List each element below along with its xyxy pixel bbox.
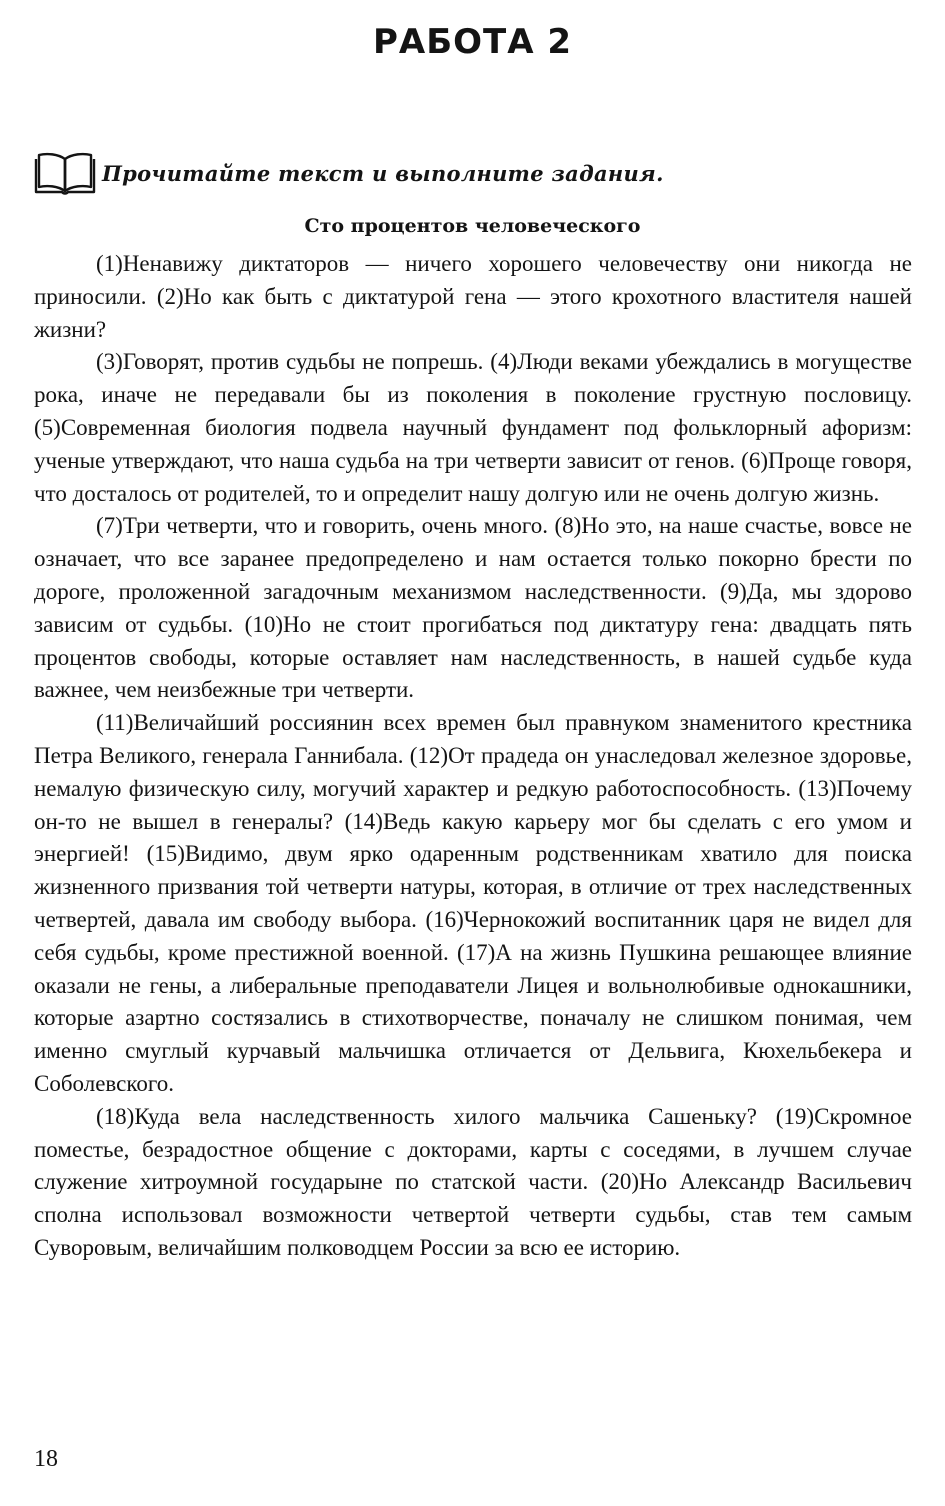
work-title: РАБОТА 2: [372, 22, 573, 62]
paragraph: (7)Три четверти, что и говорить, очень много. (8)Но это, на наше счастье, вовсе не означает, что все заранее предопределено и нам остается только покорно брести по дороге, проложенной загадочным механизмом наследственности. (9)Да, мы здорово зависим от судьбы. (10)Но не стоит прогибаться под диктатуру гена: двадцать пять процентов свободы, которые оставляет нам наследственность, в нашей судьбе куда важнее, чем неизбежные три четверти.: [34, 513, 912, 703]
paragraph: (11)Величайший россиянин всех времен был правнуком знаменитого крестника Петра Великого, генерала Ганнибала. (12)От прадеда он унаследовал железное здоровье, немалую физическую силу, могучий характер и редкую работоспособность. (13)Почему он-то не вышел в генералы? (14)Ведь какую карьеру мог бы сделать с его умом и энергией! (15)Видимо, двум ярко одаренным родственникам хватило для поиска жизненного призвания той четверти натуры, которая, в отличие от трех наследственных четвертей, давала им свободу выбора. (16)Чернокожий воспитанник царя не видел для себя судьбы, кроме престижной военной. (17)А на жизнь Пушкина решающее влияние оказали не гены, а либеральные преподаватели Лицея и вольнолюбивые однокашники, которые азартно состязались в стихотворчестве, поначалу не слишком понимая, чем именно смуглый курчавый мальчишка отличается от Дельвига, Кюхельбекера и Соболевского.: [34, 710, 912, 1096]
paragraph: (1)Ненавижу диктаторов — ничего хорошего человечеству они никогда не приносили. (2)Но как быть с диктатурой гена — этого крохотного властителя нашей жизни?: [34, 251, 912, 342]
instruction-text: Прочитайте текст и выполните задания.: [102, 160, 664, 186]
text-title: Сто процентов человеческого: [304, 215, 641, 237]
paragraph: (3)Говорят, против судьбы не попрешь. (4)Люди веками убеждались в могуществе рока, иначе не передавали бы из поколения в поколение грустную пословицу. (5)Современная биология подвела научный фундамент под фольклорный афоризм: ученые утверждают, что наша судьба на три четверти зависит от генов. (6)Проще говоря, что досталось от родителей, то и определит нашу долгую или не очень долгую жизнь.: [34, 349, 912, 506]
paragraph: (18)Куда вела наследственность хилого мальчика Сашеньку? (19)Скромное поместье, безрадостное общение с докторами, карты с соседями, в лучшем случае служение хитроумной государыне по статской части. (20)Но Александр Васильевич сполна использовал возможности четвертой четверти судьбы, став тем самым Суворовым, величайшим полководцем России за всю ее историю.: [34, 1103, 912, 1260]
instruction-block: [34, 148, 664, 198]
open-book-icon: [34, 150, 96, 196]
text-body: [34, 248, 912, 1265]
page-number: 18: [34, 1446, 58, 1472]
